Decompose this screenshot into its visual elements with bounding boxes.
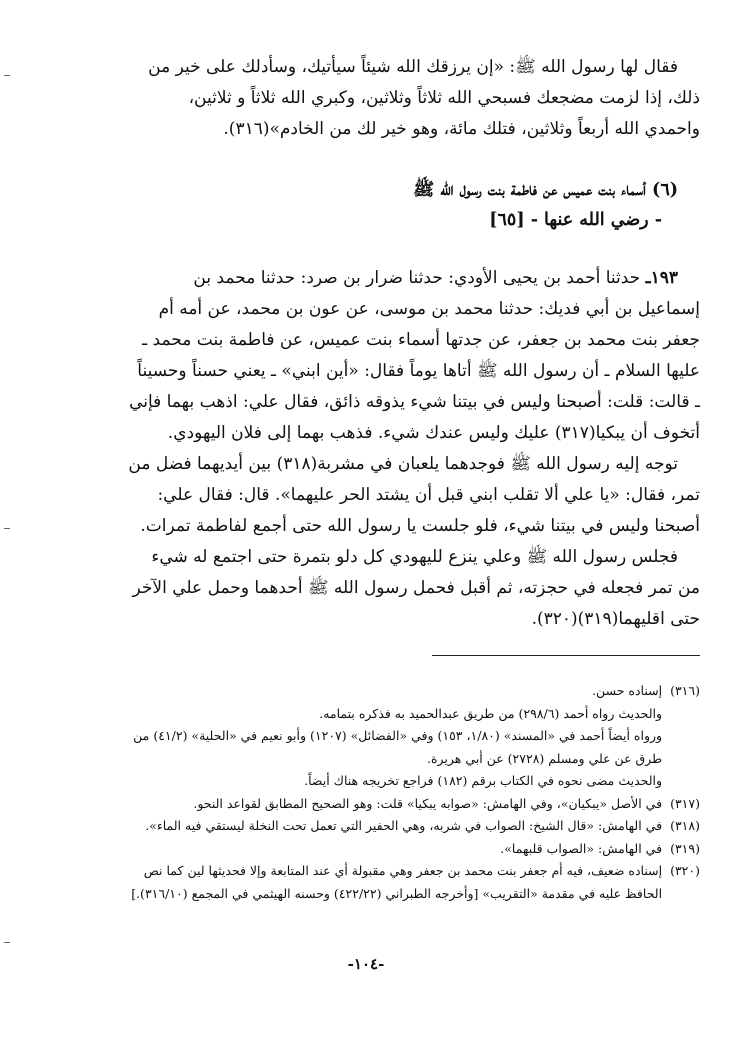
footnote-line: إسناده ضعيف، فيه أم جعفر بنت محمد بن جعفر وهي مقبولة أي عند المتابعة وإلا فحديثها لين كما نص	[143, 863, 663, 878]
text-line: ـ قالت: قلت: أصبحنا وليس في بيتنا شيء يذوقه ذائق، فقال علي: اذهب بهما فإني	[129, 392, 700, 412]
section-title: (٦) أسماء بنت عميس عن فاطمة بنت رسول الله ﷺ	[413, 180, 678, 200]
text-line: إسماعيل بن أبي فديك: حدثنا محمد بن موسى، عن عون بن محمد، عن أمه أم	[158, 299, 700, 319]
text-line: فقال لها رسول الله ﷺ: «إن يرزقك الله شيئاً سيأتيك، وسأدلك على خير من	[148, 57, 678, 77]
margin-tick	[4, 942, 10, 943]
text-line: ذلك، إذا لزمت مضجعك فسبحي الله ثلاثاً وثلاثين، وكبري الله ثلاثاً و ثلاثين،	[188, 88, 700, 108]
hadith-text: حدثنا أحمد بن يحيى الأودي: حدثنا ضرار بن صرد: حدثنا محمد بن	[193, 268, 641, 288]
text-line: عليها السلام ـ أن رسول الله ﷺ أتاها يوماً فقال: «أين ابني» ـ يعني حسناً وحسيناً	[137, 361, 700, 381]
margin-tick	[4, 75, 10, 76]
text-line: واحمدي الله أربعاً وثلاثين، فتلك مائة، وهو خير لك من الخادم»(٣١٦).	[223, 119, 700, 139]
text-line: أصبحنا وليس في بيتنا شيء، فلو جلست يا رسول الله حتى أجمع لفاطمة تمرات.	[140, 516, 700, 536]
footnote-line: ورواه أيضاً أحمد في «المسند» (١/٨٠، ١٥٣) وفي «الفضائل» (١٢٠٧) وأبو نعيم في «الحلية» (٤١/٢) من	[133, 728, 663, 743]
footnote-line: طرق عن علي ومسلم (٢٧٢٨) عن أبي هريرة.	[427, 750, 663, 766]
footnote-line: في الأصل «يبكيان»، وفي الهامش: «صوابه يبكيا» قلت: وهو الصحيح المطابق لقواعد النحو.	[193, 795, 663, 811]
text-line: من تمر فجعله في حجزته، ثم أقبل فحمل رسول الله ﷺ أحدهما وحمل علي الآخر	[132, 578, 700, 598]
text-line: فجلس رسول الله ﷺ وعلي ينزع لليهودي كل دلو بتمرة حتى اجتمع له شيء	[151, 547, 678, 567]
hadith-block	[70, 263, 700, 635]
footnote-number: (٣١٩)	[670, 840, 700, 856]
footnote-line: في الهامش: «قال الشيخ: الصواب في شربه، وهي الحفير التي تعمل تحت النخلة ليستقي فيه الماء».	[145, 818, 663, 833]
footnote	[70, 793, 700, 816]
footnote-number: (٣١٧)	[670, 795, 700, 811]
footnote-line: في الهامش: «الصواب قلبهما».	[500, 840, 663, 856]
footnote-separator	[432, 655, 700, 656]
main-text	[70, 52, 700, 635]
section-subtitle: - رضي الله عنها - [٦٥]	[489, 210, 662, 230]
text-line: جعفر بنت محمد بن جعفر، عن جدتها أسماء بنت عميس، عن فاطمة بنت محمد ـ	[142, 330, 700, 350]
text-line: توجه إليه رسول الله ﷺ فوجدهما يلعبان في مشربة(٣١٨) بين أيديهما فضل من	[128, 454, 678, 474]
footnote-line: الحافظ عليه في مقدمة «التقريب» [وأخرجه الطبراني (٤٢٢/٢٢) وحسنه الهيثمي في المجمع (٣١٦/١٠).]	[131, 885, 663, 901]
footnote-line: إسناده حسن.	[592, 683, 663, 698]
footnote	[70, 680, 700, 793]
footnote	[70, 838, 700, 861]
footnote-number: (٣١٨)	[670, 818, 700, 833]
hadith-number: ١٩٣ـ	[645, 268, 678, 288]
text-line: أتخوف أن يبكيا(٣١٧) عليك وليس عندك شيء. فذهب بهما إلى فلان اليهودي.	[167, 423, 700, 443]
footnote-number: (٣١٦)	[670, 683, 700, 698]
text-line: حتى اقليهما(٣١٩)(٣٢٠).	[531, 609, 700, 629]
footnote-number: (٣٢٠)	[670, 863, 700, 878]
footnote	[70, 815, 700, 838]
page-number: -١٠٤-	[347, 955, 385, 973]
footnote	[70, 860, 700, 905]
section-heading	[70, 175, 700, 235]
footnote-line: والحديث رواه أحمد (٢٩٨/٦) من طريق عبدالحميد به فذكره بتمامه.	[319, 705, 663, 721]
margin-tick	[4, 528, 10, 529]
footnote-line: والحديث مضى نحوه في الكتاب برقم (١٨٢) فراجع تخريجه هناك أيضاً.	[304, 773, 663, 788]
text-line: تمر، فقال: «يا علي ألا تقلب ابني قبل أن يشتد الحر عليهما». قال: فقال علي:	[157, 485, 700, 505]
text-line	[70, 263, 700, 294]
footnotes	[70, 680, 700, 905]
intro-paragraph	[70, 52, 700, 145]
